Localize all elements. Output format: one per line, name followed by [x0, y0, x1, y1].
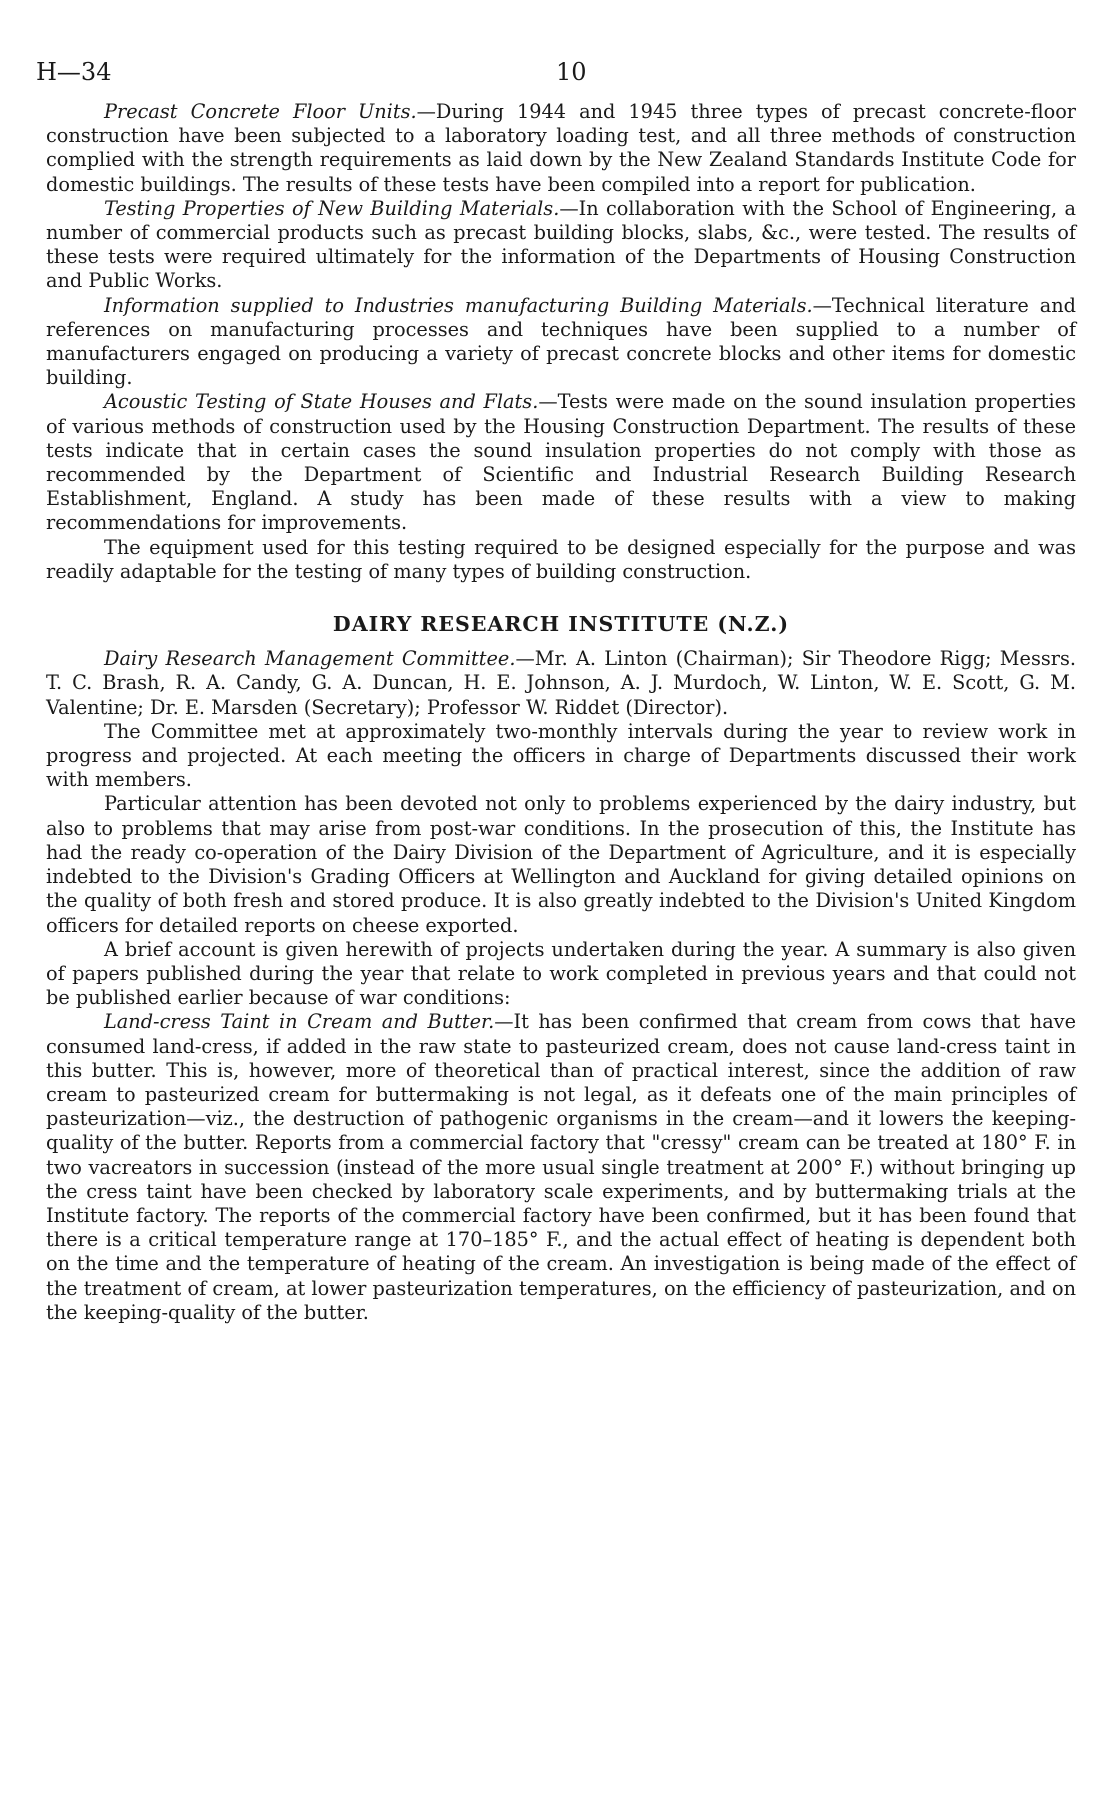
paragraph-text: —In collaboration with the School of Engineering, a number of commercial products such as precast building blocks, slabs, &c., were tested. The results of these tests were required ultimately for the information of the Departments of Housing Construction and Public Works. [46, 196, 1076, 293]
paragraph-text: —Technical literature and references on manufacturing processes and techniques have been supplied to a number of manufacturers engaged on producing a variety of precast concrete blocks and other items for domestic building. [46, 293, 1076, 390]
paragraph-brief-account [46, 938, 1076, 1011]
paragraph-text: Particular attention has been devoted not only to problems experienced by the dairy industry, but also to problems that may arise from post-war conditions. In the prosecution of this, the Institute has had the ready co-operation of the Dairy Division of the Department of Agriculture, and it is especially indebted to the Division's Grading Officers at Wellington and Auckland for giving detailed opinions on the quality of both fresh and stored produce. It is also greatly indebted to the Division's United Kingdom officers for detailed reports on cheese exported. [46, 792, 1076, 937]
paragraph-acoustic-testing [46, 390, 1076, 535]
paragraph-committee-meetings [46, 720, 1076, 793]
paragraph-text: —Tests were made on the sound insulation properties of various methods of construction used by the Housing Construction Department. The results of these tests indicate that in certain cases the sound insulation properties do not comply with those as recommended by the Department of Scientific and Industrial Research Building Research Establishment, England. A study has been made of these results with a view to making recommendations for improvements. [46, 390, 1076, 535]
paragraph-text: The equipment used for this testing required to be designed especially for the purpose and was readily adaptable for the testing of many types of building construction. [46, 535, 1076, 583]
paragraph-text: A brief account is given herewith of projects undertaken during the year. A summary is also given of papers published during the year that relate to work completed in previous years and that could not be published earlier because of war conditions: [46, 937, 1076, 1010]
paragraph-text: —Mr. A. Linton (Chairman); Sir Theodore Rigg; Messrs. T. C. Brash, R. A. Candy, G. A. Duncan, H. E. Johnson, A. J. Murdoch, W. Linton, W. E. Scott, G. M. Valentine; Dr. E. Marsden (Secretary); Professor W. Riddet (Director). [46, 647, 1076, 719]
paragraph-lead: Dairy Research Management Committee. [104, 647, 516, 671]
paragraph-lead: Information supplied to Industries manufacturing Building Materials. [104, 293, 813, 317]
paragraph-equipment [46, 536, 1076, 584]
page-number: 10 [556, 58, 587, 86]
page-content [46, 100, 1076, 1325]
paragraph-particular-attention [46, 792, 1076, 937]
paragraph-information-supplied [46, 294, 1076, 391]
paragraph-management-committee [46, 647, 1076, 720]
paragraph-lead: Acoustic Testing of State Houses and Flats. [104, 390, 539, 414]
paragraph-text: The Committee met at approximately two-monthly intervals during the year to review work in progress and projected. At each meeting the officers in charge of Departments discussed their work with members. [46, 719, 1076, 792]
document-reference: H—34 [36, 58, 112, 86]
paragraph-lead: Testing Properties of New Building Materials. [104, 196, 560, 220]
page-header [36, 58, 1076, 92]
paragraph-testing-properties [46, 197, 1076, 294]
paragraph-lead: Precast Concrete Floor Units. [104, 100, 417, 123]
paragraph-text: —During 1944 and 1945 three types of precast concrete-floor construction have been subjected to a laboratory loading test, and all three methods of construction complied with the strength requirements as laid down by the New Zealand Standards Institute Code for domestic buildings. The results of these tests have been compiled into a report for publication. [46, 100, 1077, 196]
paragraph-lead: Land-cress Taint in Cream and Butter. [104, 1010, 495, 1034]
paragraph-text: —It has been confirmed that cream from cows that have consumed land-cress, if added in the raw state to pasteurized cream, does not cause land-cress taint in this butter. This is, however, more of theoretical than of practical interest, since the addition of raw cream to pasteurized cream for buttermaking is not legal, as it defeats one of the main principles of pasteurization—viz., the destruction of pathogenic organisms in the cream—and it lowers the keeping-quality of the butter. Reports from a commercial factory that "cressy" cream can be treated at 180° F. in two vacreators in succession (instead of the more usual single treatment at 200° F.) without bringing up the cress taint have been checked by laboratory scale experiments, and by buttermaking trials at the Institute factory. The reports of the commercial factory have been confirmed, but it has been found that there is a critical temperature range at 170–185° F., and the actual effect of heating is dependent both on the time and the temperature of heating of the cream. An investigation is being made of the effect of the treatment of cream, at lower pasteurization temperatures, on the efficiency of pasteurization, and on the keeping-quality of the butter. [46, 1010, 1076, 1324]
paragraph-precast-floor-units [46, 100, 1076, 197]
section-heading: DAIRY RESEARCH INSTITUTE (N.Z.) [332, 612, 790, 637]
paragraph-land-cress-taint [46, 1010, 1076, 1325]
